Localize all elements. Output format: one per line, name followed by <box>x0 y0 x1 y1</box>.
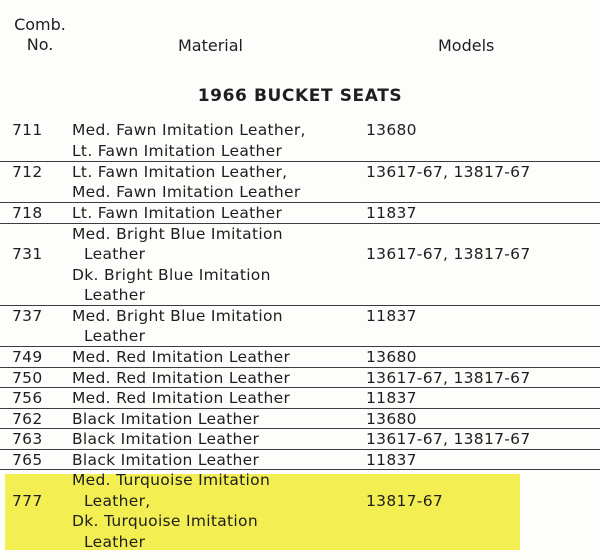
models-cell: 11837 <box>366 204 417 222</box>
table-row <box>0 120 600 162</box>
table-row <box>0 162 600 204</box>
models-cell: 13680 <box>366 121 417 139</box>
material-cell <box>72 388 290 409</box>
material-line: Leather <box>84 532 146 551</box>
comb-no-cell: 749 <box>12 348 43 366</box>
comb-no-cell: 711 <box>12 121 43 139</box>
section-title: 1966 BUCKET SEATS <box>197 86 403 106</box>
comb-no-cell: 777 <box>12 491 43 510</box>
material-line: Dk. Turquoise Imitation <box>72 512 258 530</box>
material-cell <box>72 162 301 203</box>
material-line: Black Imitation Leather <box>72 409 260 428</box>
models-cell: 11837 <box>366 306 417 325</box>
models-cell: 13680 <box>366 409 417 428</box>
table-row-highlighted <box>0 470 600 552</box>
material-cell <box>72 409 259 430</box>
comb-no-cell: 762 <box>12 409 43 428</box>
models-cell: 13617-67, 13817-67 <box>366 430 531 448</box>
comb-no-cell: 712 <box>12 162 43 181</box>
table-row <box>0 450 600 471</box>
material-line: Med. Red Imitation Leather <box>72 368 291 387</box>
material-line: Leather <box>84 245 146 263</box>
comb-no-cell: 718 <box>12 204 43 222</box>
material-cell <box>72 429 259 450</box>
material-line: Black Imitation Leather <box>72 450 260 469</box>
material-line: Med. Bright Blue Imitation <box>72 306 283 325</box>
table-row <box>0 409 600 430</box>
models-cell: 13817-67 <box>366 491 444 510</box>
table-row <box>0 203 600 224</box>
models-cell: 13617-67, 13817-67 <box>366 368 531 387</box>
models-cell: 13680 <box>366 348 417 366</box>
column-header-comb-line2: No. <box>26 35 54 54</box>
models-cell: 13617-67, 13817-67 <box>366 245 531 263</box>
material-line: Lt. Fawn Imitation Leather <box>72 204 283 222</box>
material-cell <box>72 203 282 224</box>
trim-table <box>0 120 600 552</box>
material-line: Lt. Fawn Imitation Leather, <box>72 162 288 181</box>
table-row <box>0 306 600 348</box>
material-line: Lt. Fawn Imitation Leather <box>72 141 283 160</box>
comb-no-cell: 750 <box>12 368 43 387</box>
material-cell <box>72 120 306 161</box>
material-line: Med. Red Imitation Leather <box>72 348 291 366</box>
column-header-models: Models <box>438 36 495 55</box>
material-line: Med. Red Imitation Leather <box>72 389 291 407</box>
table-row <box>0 368 600 389</box>
comb-no-cell: 763 <box>12 430 43 448</box>
material-cell <box>72 224 283 306</box>
material-line: Med. Bright Blue Imitation <box>72 224 283 243</box>
material-cell <box>72 347 290 368</box>
material-line: Med. Fawn Imitation Leather, <box>72 121 306 139</box>
table-row <box>0 388 600 409</box>
comb-no-cell: 756 <box>12 389 43 407</box>
models-cell: 11837 <box>366 389 417 407</box>
column-header-comb-no <box>10 15 70 55</box>
comb-no-cell: 731 <box>12 245 43 263</box>
comb-no-cell: 737 <box>12 306 43 325</box>
table-row <box>0 429 600 450</box>
material-line: Leather, <box>84 491 151 510</box>
column-header-material: Material <box>178 36 243 55</box>
material-cell <box>72 450 259 471</box>
material-line: Black Imitation Leather <box>72 430 260 448</box>
material-cell <box>72 306 283 347</box>
table-row <box>0 224 600 306</box>
models-cell: 13617-67, 13817-67 <box>366 162 531 181</box>
material-line: Leather <box>84 286 146 304</box>
material-line: Med. Turquoise Imitation <box>72 471 271 489</box>
models-cell: 11837 <box>366 450 417 469</box>
column-header-comb-line1: Comb. <box>14 15 66 34</box>
material-line: Dk. Bright Blue Imitation <box>72 265 271 284</box>
material-cell <box>72 368 290 389</box>
material-line: Leather <box>84 327 146 345</box>
comb-no-cell: 765 <box>12 450 43 469</box>
material-cell <box>72 470 270 552</box>
material-line: Med. Fawn Imitation Leather <box>72 183 301 201</box>
table-row <box>0 347 600 368</box>
